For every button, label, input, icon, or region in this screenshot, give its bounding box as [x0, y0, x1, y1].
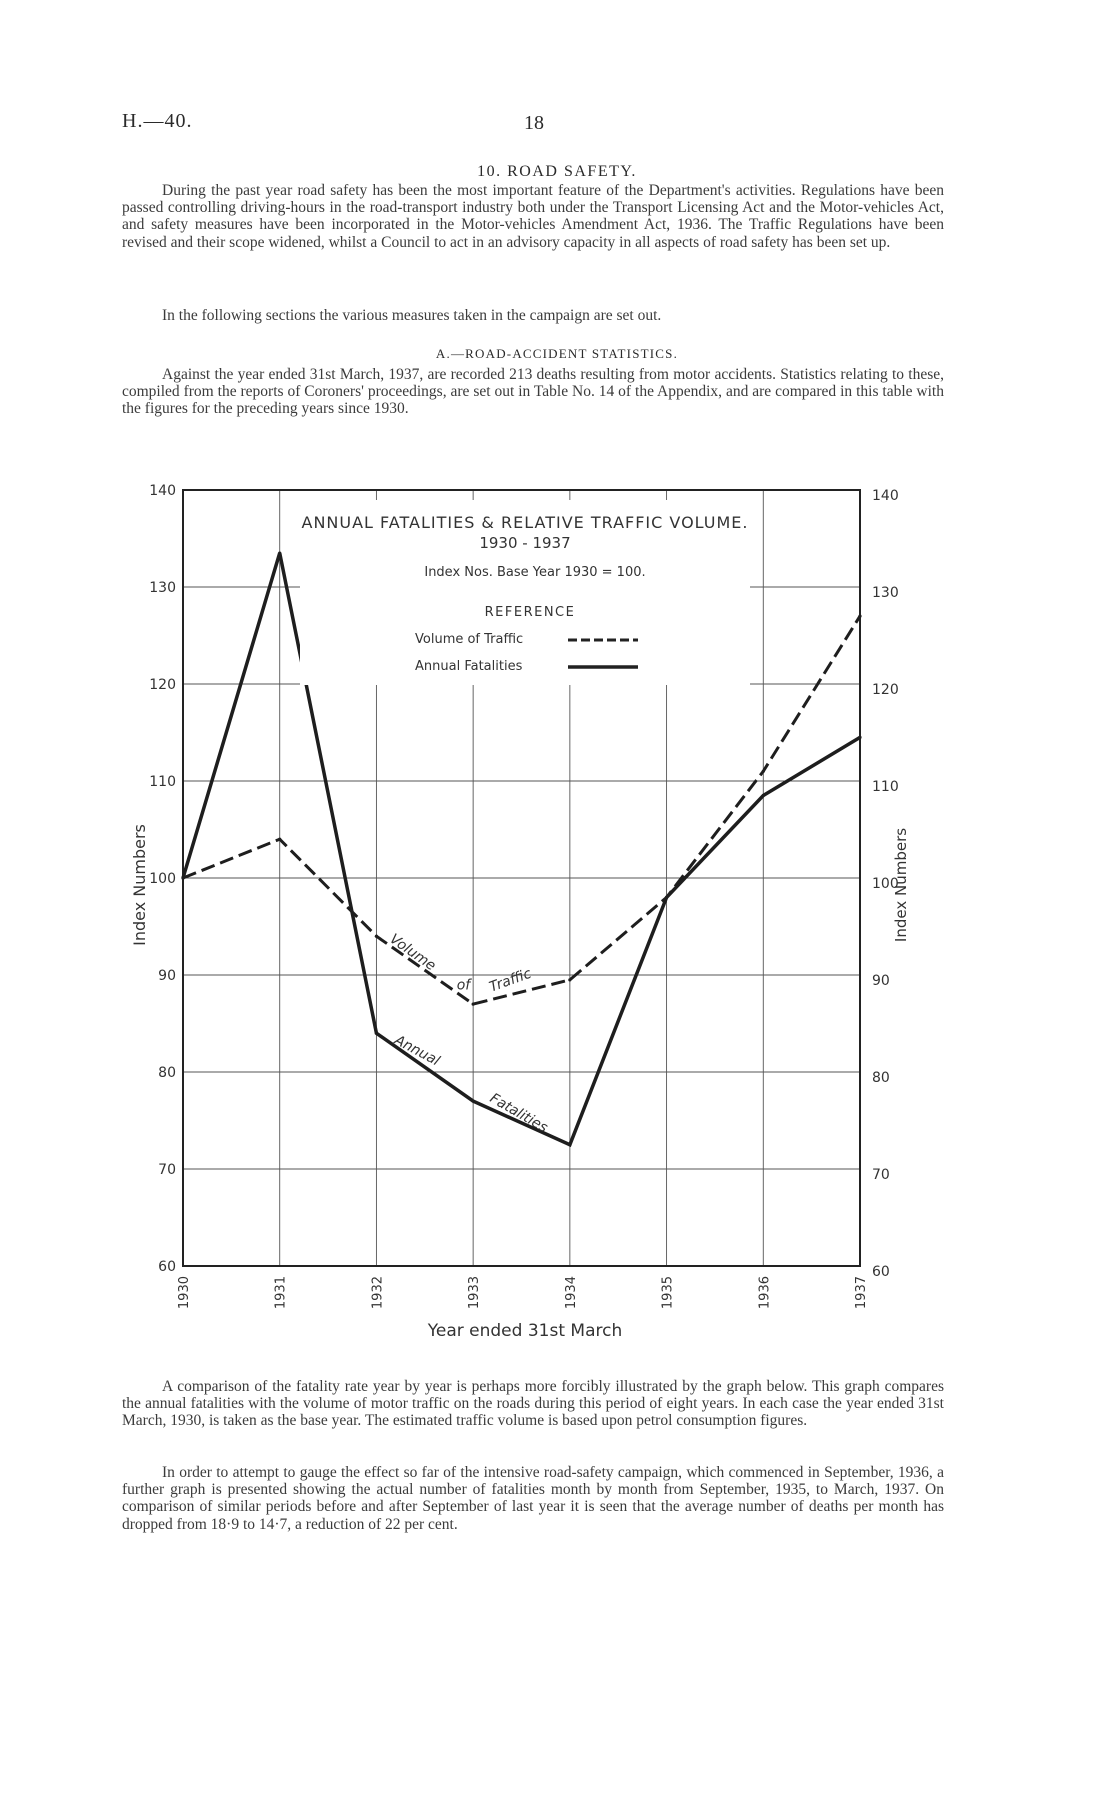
subsection-paragraph: Against the year ended 31st March, 1937, are recorded 213 deaths resulting from motor accidents. Statistics relating to these, compiled from the reports of Coroners' proceedings, are set out in Table No. 14 of the Appendix, and are compared in this table with the figures for the preceding years since 1930. [122, 366, 944, 418]
x-tick-label: 1936 [757, 1276, 773, 1310]
data-point-fatalities [181, 876, 184, 879]
closing-paragraph-2: In order to attempt to gauge the effect so far of the intensive road-safety campaign, which commenced in September, 1936, a further graph is presented showing the actual number of fatalities month by month from September, 1935, to March, 1937. On comparison of similar periods before and after September of last year it is seen that the average number of deaths per month has dropped from 18·9 to 14·7, a reduction of 22 per cent. [122, 1464, 944, 1533]
data-point-fatalities [375, 1032, 378, 1035]
y-tick-label-right: 110 [872, 779, 899, 795]
x-tick-label: 1935 [660, 1276, 676, 1310]
subsection-title: A.—ROAD-ACCIDENT STATISTICS. [435, 346, 679, 361]
data-point-traffic [278, 838, 281, 841]
y-tick-label-left: 100 [149, 871, 176, 887]
data-point-fatalities [278, 551, 281, 554]
data-point-fatalities [858, 736, 861, 739]
annotation-label: Fatalities [487, 1090, 551, 1137]
closing-paragraph-1: A comparison of the fatality rate year by year is perhaps more forcibly illustrated by the graph below. This graph compares the annual fatalities with the volume of motor traffic on the roads during this period of eight years. In each case the year ended 31st March, 1930, is taken as the base year. The estimated traffic volume is based upon petrol consumption figures. [122, 1378, 944, 1430]
report-code: H.—40. [122, 110, 193, 132]
data-point-traffic [568, 978, 571, 981]
y-tick-label-left: 130 [149, 580, 176, 596]
annotation-label: Traffic [487, 965, 534, 996]
data-point-fatalities [568, 1143, 571, 1146]
section-paragraph-2: In the following sections the various measures taken in the campaign are set out. [162, 307, 662, 324]
chart-note: Index Nos. Base Year 1930 = 100. [424, 565, 646, 580]
y-tick-label-right: 120 [872, 682, 899, 698]
x-tick-label: 1932 [370, 1276, 386, 1310]
y-tick-label-right: 80 [872, 1070, 890, 1086]
x-tick-label: 1931 [273, 1276, 289, 1310]
chart-title: ANNUAL FATALITIES & RELATIVE TRAFFIC VOLUME. [301, 513, 749, 532]
page-number: 18 [524, 112, 544, 134]
data-point-fatalities [665, 896, 668, 899]
x-tick-label: 1933 [467, 1276, 483, 1310]
section-title: 10. ROAD SAFETY. [477, 163, 637, 180]
legend-label-fatalities: Annual Fatalities [415, 659, 523, 674]
y-tick-label-right: 140 [872, 488, 899, 504]
y-tick-label-left: 70 [158, 1162, 176, 1178]
data-point-fatalities [762, 794, 765, 797]
y-tick-label-left: 90 [158, 968, 176, 984]
x-tick-label: 1937 [854, 1276, 869, 1310]
y-tick-label-right: 90 [872, 973, 890, 989]
y-tick-label-right: 60 [872, 1264, 890, 1280]
data-point-traffic [762, 770, 765, 773]
annotation-label: Annual [391, 1032, 443, 1070]
legend-label-traffic: Volume of Traffic [415, 632, 524, 647]
y-tick-label-right: 130 [872, 585, 899, 601]
data-point-traffic [375, 935, 378, 938]
y-tick-label-left: 60 [158, 1259, 176, 1275]
x-axis-label: Year ended 31st March [427, 1321, 623, 1341]
y-axis-label-left: Index Numbers [130, 824, 149, 946]
data-point-fatalities [472, 1100, 475, 1103]
y-tick-label-left: 120 [149, 677, 176, 693]
data-point-traffic [472, 1003, 475, 1006]
y-tick-label-right: 100 [872, 876, 899, 892]
y-tick-label-right: 70 [872, 1167, 890, 1183]
chart-subtitle: 1930 - 1937 [479, 534, 571, 552]
data-point-traffic [858, 615, 861, 618]
annotation-label: of [456, 977, 471, 994]
y-tick-label-left: 80 [158, 1065, 176, 1081]
x-tick-label: 1934 [563, 1276, 579, 1310]
x-tick-label: 1930 [177, 1276, 192, 1310]
legend-heading: REFERENCE [484, 605, 576, 620]
y-tick-label-left: 140 [149, 483, 176, 499]
y-axis-label-right: Index Numbers [892, 827, 910, 943]
annotation-label: Volume [386, 931, 439, 975]
section-paragraph-1: During the past year road safety has been the most important feature of the Department's activities. Regulations have been passed controlling driving-hours in the road-transport industry both under the Transport Licensing Act and the Motor-vehicles Act, and safety measures have been incorporated in the Motor-vehicles Amendment Act, 1936. The Traffic Regulations have been revised and their scope widened, whilst a Council to act in an advisory capacity in all aspects of road safety has been set up. [122, 182, 944, 251]
y-tick-label-left: 110 [149, 774, 176, 790]
